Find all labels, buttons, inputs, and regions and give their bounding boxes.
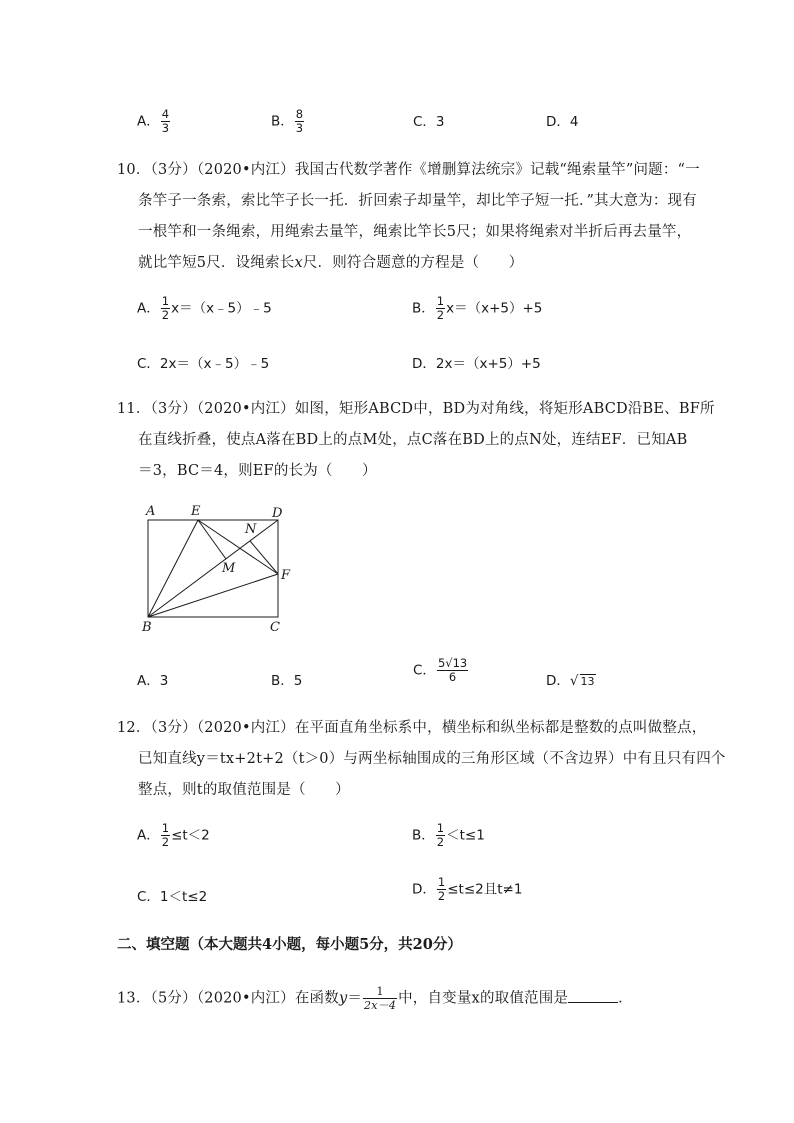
q13-equals: ＝ — [347, 990, 363, 1007]
label-n: N — [245, 522, 257, 537]
sqrt-icon: √ — [569, 673, 579, 689]
q11-c-den: 6 — [437, 670, 468, 684]
q13-var-y: y — [338, 990, 348, 1007]
q9-b-num: 8 — [295, 107, 304, 121]
label-e: E — [191, 504, 201, 519]
label-d: D — [272, 506, 283, 521]
q10-var-x: x — [294, 255, 303, 271]
q12-d-half-num: 1 — [437, 875, 446, 889]
q11-c-num: 5√13 — [437, 656, 468, 670]
q12-option-b-expr: ＜t≤1 — [446, 827, 485, 844]
label-m: M — [222, 561, 236, 576]
q12-line-3: 整点，则t的取值范围是（ ） — [138, 782, 350, 798]
q12-option-a-half — [161, 822, 170, 849]
q13-fraction — [363, 985, 397, 1012]
q10-option-b-label: B． — [412, 300, 435, 317]
q10-option-b-expr: x＝（x+5）+5 — [446, 300, 543, 317]
q10-option-a-label: A． — [137, 300, 160, 317]
q11-option-d — [546, 669, 596, 689]
q11-option-c-label: C． — [413, 662, 436, 679]
q13-answer-blank[interactable] — [568, 990, 618, 1003]
q12-option-a-expr: ≤t＜2 — [171, 827, 210, 844]
q12-option-b-label: B． — [412, 827, 435, 844]
q12-option-d-expr: ≤t≤2且t≠1 — [447, 881, 523, 898]
q11-option-d-radicand: 13 — [580, 675, 595, 688]
line-em — [198, 520, 226, 559]
q9-a-num: 4 — [161, 107, 170, 121]
q9-option-d: D．4 — [546, 114, 579, 130]
q9-b-den: 3 — [295, 121, 304, 135]
q13-prefix: 13．（5分）（2020•内江）在函数 — [117, 990, 339, 1007]
q12-b-half-num: 1 — [436, 821, 445, 835]
q12-line-1: 12．（3分）（2020•内江）在平面直角坐标系中，横坐标和纵坐标都是整数的点叫做整点， — [117, 720, 707, 736]
q12-option-d — [412, 876, 522, 903]
q10-a-half-num: 1 — [161, 294, 170, 308]
q10-option-a-expr: x＝（x﹣5）﹣5 — [171, 300, 272, 317]
q11-option-c — [413, 657, 469, 684]
q11-option-a: A．3 — [137, 673, 169, 689]
q11-option-c-fraction — [437, 657, 468, 684]
q9-option-a-label: A． — [137, 113, 160, 130]
q12-d-half-den: 2 — [437, 889, 446, 903]
q11-option-b: B．5 — [271, 673, 303, 689]
q9-option-c: C．3 — [413, 114, 445, 130]
q12-option-d-label: D． — [412, 881, 436, 898]
q9-option-b-fraction — [295, 108, 304, 135]
q10-option-b-half — [436, 295, 445, 322]
q13-suffix: 中，自变量x的取值范围是 — [398, 990, 569, 1007]
q10-line-4b: 尺．则符合题意的方程是（ ） — [302, 255, 524, 271]
q10-option-d: D．2x＝（x+5）+5 — [412, 356, 541, 372]
q13-frac-num: 1 — [376, 985, 384, 998]
q10-line-3: 一根竿和一条绳索，用绳索去量竿，绳索比竿长5尺；如果将绳索对半折后再去量竿， — [138, 224, 692, 240]
line-bd — [148, 520, 278, 617]
q12-a-half-num: 1 — [161, 821, 170, 835]
q9-option-b-label: B． — [271, 113, 294, 130]
q10-option-a — [137, 295, 272, 322]
label-b: B — [142, 620, 152, 635]
line-bf — [148, 574, 278, 617]
q10-option-a-half — [161, 295, 170, 322]
q11-line-3: ＝3，BC＝4，则EF的长为（ ） — [138, 463, 377, 479]
q11-option-d-label: D． — [546, 673, 570, 689]
q11-line-1: 11．（3分）（2020•内江）如图，矩形ABCD中，BD为对角线，将矩形ABCD沿BE、BF所 — [117, 401, 715, 417]
q10-line-4a: 就比竿短5尺．设绳索长 — [138, 255, 295, 271]
label-f: F — [281, 568, 291, 583]
q10-a-half-den: 2 — [161, 308, 170, 322]
q10-line-4 — [138, 251, 523, 272]
q12-option-b — [412, 822, 485, 849]
label-c: C — [270, 620, 280, 635]
section-2-title: 二、填空题（本大题共4小题，每小题5分，共20分） — [117, 936, 462, 953]
q12-option-a — [137, 822, 210, 849]
q11-rectangle-figure — [135, 500, 305, 640]
q10-option-b — [412, 295, 542, 322]
q12-option-d-half — [437, 876, 446, 903]
q12-a-half-den: 2 — [161, 835, 170, 849]
line-ef — [198, 520, 278, 574]
q13-end: ． — [618, 990, 633, 1007]
q11-line-2: 在直线折叠，使点A落在BD上的点M处，点C落在BD上的点N处，连结EF．已知AB — [138, 432, 688, 448]
q10-line-1: 10．（3分）（2020•内江）我国古代数学著作《增删算法统宗》记载“绳索量竿”问题：“一 — [117, 162, 700, 178]
q10-line-2: 条竿子一条索，索比竿子长一托．折回索子却量竿，却比竿子短一托．”其大意为：现有 — [138, 193, 697, 209]
q9-option-a — [137, 108, 171, 135]
label-a: A — [146, 504, 156, 519]
q9-option-a-fraction — [161, 108, 170, 135]
q12-option-c: C．1＜t≤2 — [137, 889, 208, 905]
q10-b-half-num: 1 — [436, 294, 445, 308]
q10-option-c: C．2x＝（x﹣5）﹣5 — [137, 356, 270, 372]
q12-line-2: 已知直线y＝tx+2t+2（t＞0）与两坐标轴围成的三角形区域（不含边界）中有且只有四个 — [138, 751, 726, 767]
q12-option-b-half — [436, 822, 445, 849]
q13-frac-den: 2x－4 — [364, 999, 397, 1012]
q12-b-half-den: 2 — [436, 835, 445, 849]
q10-b-half-den: 2 — [436, 308, 445, 322]
q9-option-b — [271, 108, 305, 135]
q12-option-a-label: A． — [137, 827, 160, 844]
q13-line — [117, 985, 633, 1012]
q9-a-den: 3 — [161, 121, 170, 135]
